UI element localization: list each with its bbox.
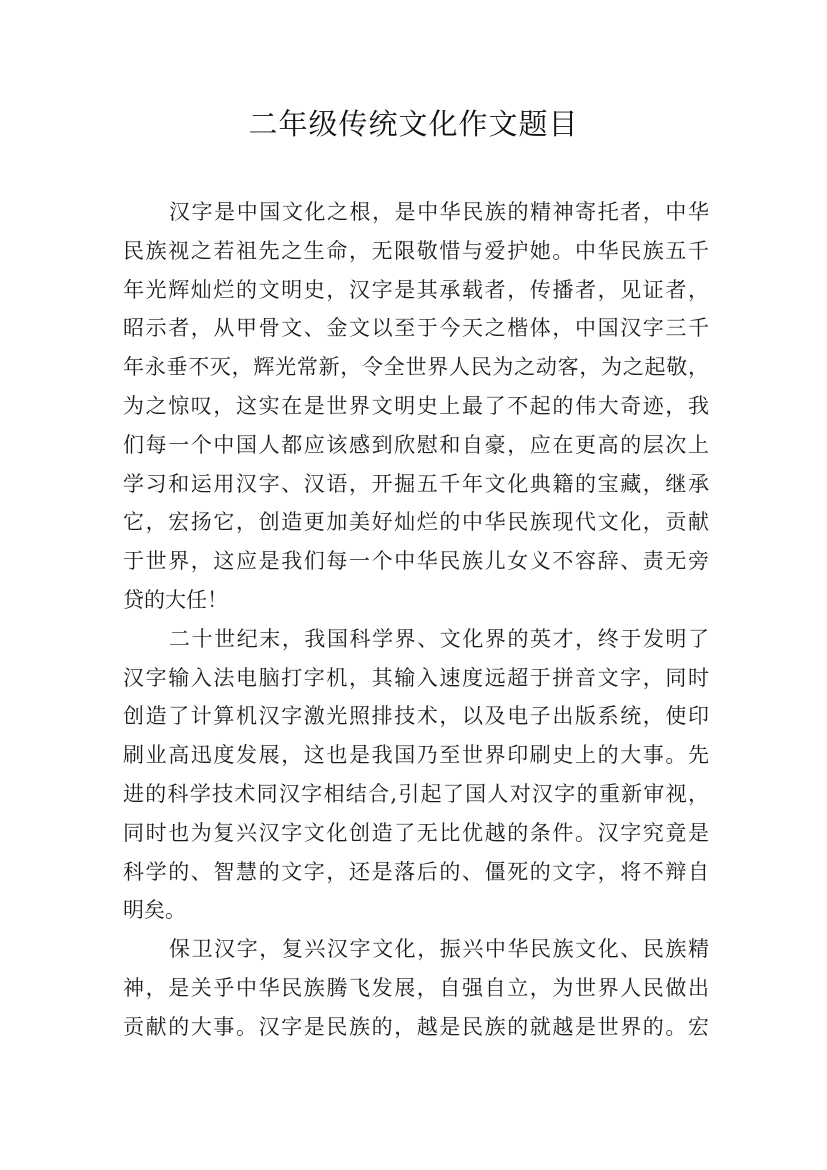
text-line: 科学的、智慧的文字，还是落后的、僵死的文字，将不辩自 bbox=[123, 859, 709, 884]
paragraph bbox=[123, 193, 709, 620]
document-body bbox=[123, 193, 709, 1047]
text-line: 创造了计算机汉字激光照排技术，以及电子出版系统，使印 bbox=[123, 704, 709, 729]
text-line: 保卫汉字，复兴汉字文化，振兴中华民族文化、民族精 bbox=[169, 937, 709, 962]
text-line: 学习和运用汉字、汉语，开掘五千年文化典籍的宝藏，继承 bbox=[123, 471, 709, 496]
text-line: 为之惊叹，这实在是世界文明史上最了不起的伟大奇迹，我 bbox=[123, 393, 709, 418]
text-line: 昭示者，从甲骨文、金文以至于今天之楷体，中国汉字三千 bbox=[123, 316, 709, 341]
text-line: 刷业高迅度发展，这也是我国乃至世界印刷史上的大事。先 bbox=[123, 743, 709, 768]
text-line: 年永垂不灭，辉光常新，令全世界人民为之动客，为之起敬， bbox=[123, 355, 709, 380]
text-line: 汉字输入法电脑打字机，其输入速度远超于拼音文字，同时 bbox=[123, 665, 709, 690]
text-line: 于世界，这应是我们每一个中华民族儿女义不容辞、责无旁 bbox=[123, 549, 709, 574]
text-line: 神，是关乎中华民族腾飞发展，自强自立，为世界人民做出 bbox=[123, 975, 709, 1000]
text-line: 明矣。 bbox=[123, 898, 186, 923]
text-line: 汉字是中国文化之根，是中华民族的精神寄托者，中华 bbox=[169, 200, 709, 224]
text-line: 贷的大任！ bbox=[123, 587, 228, 612]
text-line: 进的科学技术同汉字相结合,引起了国人对汉字的重新审视， bbox=[123, 781, 709, 806]
paragraph bbox=[123, 930, 709, 1046]
text-line: 们每一个中国人都应该感到欣慰和自豪，应在更高的层次上 bbox=[123, 432, 709, 457]
text-line: 它，宏扬它，创造更加美好灿烂的中华民族现代文化，贡献 bbox=[123, 510, 709, 535]
text-line: 民族视之若祖先之生命，无限敬惜与爱护她。中华民族五千 bbox=[123, 238, 709, 263]
text-line: 贡献的大事。汉字是民族的，越是民族的就越是世界的。宏 bbox=[123, 1014, 709, 1039]
text-line: 同时也为复兴汉字文化创造了无比优越的条件。汉字究竟是 bbox=[123, 820, 709, 845]
text-line: 二十世纪末，我国科学界、文化界的英才，终于发明了 bbox=[169, 626, 709, 651]
paragraph bbox=[123, 620, 709, 930]
document-title: 二年级传统文化作文题目 bbox=[248, 107, 579, 141]
text-line: 年光辉灿烂的文明史，汉字是其承载者，传播者，见证者， bbox=[123, 277, 709, 302]
